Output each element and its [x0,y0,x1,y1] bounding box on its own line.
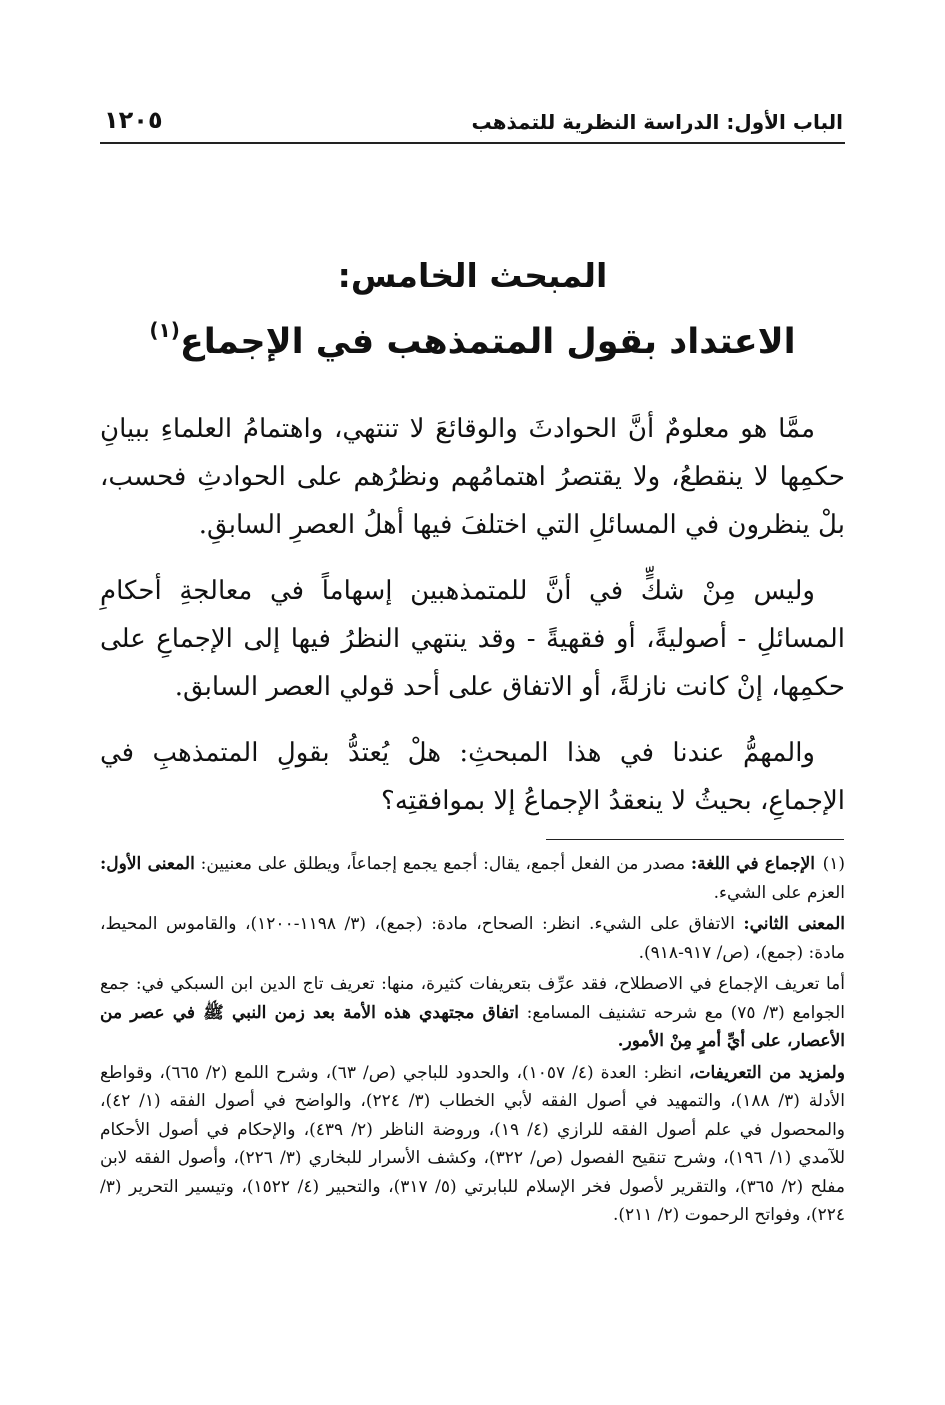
footnote-references-label: ولمزيد من التعريفات، [689,1062,845,1083]
footnote-references: انظر: العدة (٤/ ١٠٥٧)، والحدود للباجي (ص/ ٦٣)، وشرح اللمع (٢/ ٦٦٥)، وقواطع الأدلة (٣/ ١٨٨)، والتمهيد في أصول الفقه لأبي الخطاب (٣/ ٢٢٤)، والواضح في أصول الفقه (١/ ٤٢)، والمحصول في علم أصول الفقه للرازي (٤/ ١٩)، وروضة الناظر (٢/ ٤٣٩)، والإحكام في أصول الأحكام للآمدي (١/ ١٩٦)، وشرح تنقيح الفصول (ص/ ٣٢٢)، وكشف الأسرار للبخاري (٣/ ٢٢٦)، وأصول الفقه لابن مفلح (٢/ ٣٦٥)، والتقرير لأصول فخر الإسلام للبابرتي (٥/ ٣١٧)، والتحبير (٤/ ١٥٢٢)، وتيسير التحرير (٣/ ٢٢٤)، وفواتح الرحموت (٢/ ٢١١). [100,1062,846,1225]
footnote-term-lexical: الإجماع في اللغة: [690,854,815,874]
body-text [100,405,845,843]
footnote-reference[interactable]: (١) [149,318,180,342]
section-label: المبحث الخامس: [337,256,608,295]
section-title [100,318,845,362]
page-number: ١٢٠٥ [104,106,163,134]
footnote-definition-intro: أما تعريف الإجماع في الاصطلاح، فقد عرِّف بتعريفات كثيرة، منها: تعريف تاج الدين ابن السبكي في: جمع الجوامع (٣/ ٧٥) مع شرحه تشنيف المسامع: [100,974,845,1023]
footnote-meaning-1-label: المعنى الأول: [100,854,195,874]
running-header [100,96,845,144]
footnote-meaning-1-text: العزم على الشيء. [713,882,845,903]
header-chapter-title: الباب الأول: الدراسة النظرية للتمذهب [471,110,843,134]
footnote-definition: اتفاق مجتهدي هذه الأمة بعد زمن النبي ﷺ في عصر من الأعصار، على أيِّ أمرٍ مِنْ الأمور. [100,1002,845,1051]
paragraph-2: وليس مِنْ شكٍّ في أنَّ للمتمذهبين إسهاماً في معالجةِ أحكامِ المسائلِ - أصوليةً، أو فقهيةً - وقد ينتهي النظرُ فيها إلى الإجماعِ على حكمِها، إنْ كانت نازلةً، أو الاتفاق على أحد قولي العصر السابق. [100,576,845,702]
footnote-paragraph-2 [100,910,845,967]
footnote-paragraph-4 [100,1059,845,1230]
footnote-paragraph-1 [100,850,845,907]
footnote-marker: (١) [822,854,845,874]
footnotes [100,850,845,1233]
section-title-text: الاعتداد بقول المتمذهب في الإجماع [179,322,796,362]
footnote-paragraph-3 [100,970,845,1056]
footnote-text-1: مصدر من الفعل أجمع، يقال: أجمع يجمع إجماعاً، ويطلق على معنيين: [194,854,691,874]
footnote-meaning-2-label: المعنى الثاني: [743,914,846,934]
footnote-divider [546,839,844,840]
paragraph-1: ممَّا هو معلومٌ أنَّ الحوادثَ والوقائعَ لا تنتهي، واهتمامُ العلماءِ ببيانِ حكمِها لا ينقطعُ، ولا يقتصرُ اهتمامُهم ونظرُهم على الحوادثِ فحسب، بلْ ينظرون في المسائلِ التي اختلفَ فيها أهلُ العصرِ السابقِ. [100,414,845,540]
footnote-meaning-2-text: الاتفاق على الشيء. انظر: الصحاح، مادة: (جمع)، (٣/ ١١٩٨-١٢٠٠)، والقاموس المحيط، مادة: (جمع)، (ص/ ٩١٧-٩١٨). [100,914,845,963]
paragraph-3: والمهمُّ عندنا في هذا المبحثِ: هلْ يُعتدُّ بقولِ المتمذهبِ في الإجماعِ، بحيثُ لا ينعقدُ الإجماعُ إلا بموافقتِه؟ [100,738,845,816]
